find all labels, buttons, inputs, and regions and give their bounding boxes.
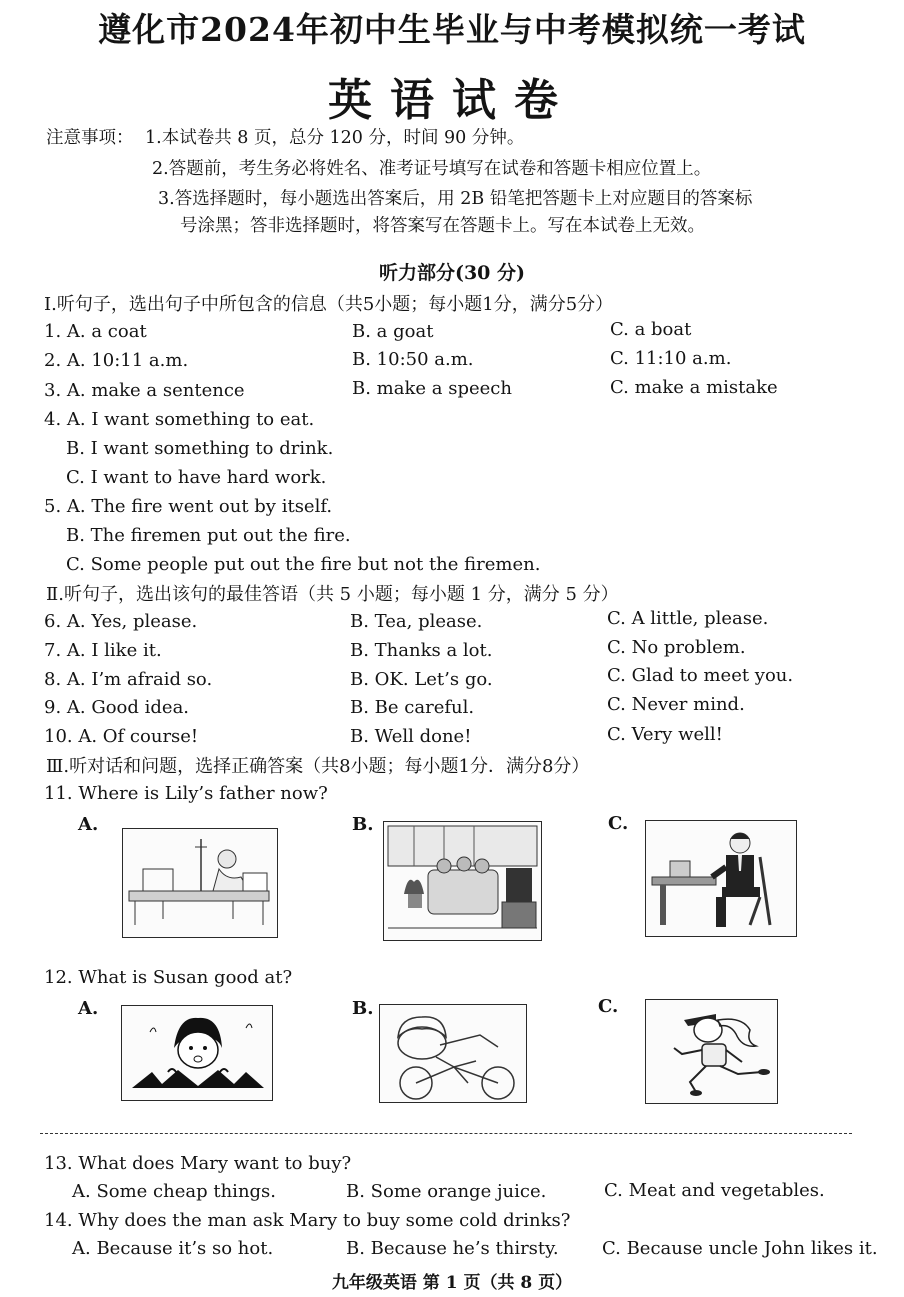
hospital-bed-icon (122, 828, 278, 938)
option-a: 3. A. make a sentence (44, 380, 245, 401)
option-b: B. make a speech (352, 378, 512, 399)
option-c: C. Meat and vegetables. (604, 1180, 825, 1201)
family-watching-tv-icon (383, 821, 542, 941)
page-footer: 九年级英语 第 1 页（共 8 页） (331, 1273, 573, 1293)
option-b: B. Thanks a lot. (350, 640, 493, 661)
option-c: C. No problem. (607, 637, 746, 658)
part-heading: Ⅰ.听句子，选出句子中所包含的信息（共5小题；每小题1分，满分5分） (44, 294, 614, 315)
man-at-desk-icon (645, 820, 797, 937)
option-b: B. Because he’s thirsty. (346, 1238, 559, 1259)
option-c: C. a boat (610, 319, 692, 340)
option-b: B. Some orange juice. (346, 1181, 547, 1202)
option-c: C. Never mind. (607, 694, 745, 715)
option-a: 7. A. I like it. (44, 640, 162, 661)
question-stem: 11. Where is Lily’s father now? (44, 783, 328, 804)
option-b: B. Tea, please. (350, 611, 483, 632)
option-a: A. Because it’s so hot. (72, 1238, 274, 1259)
question-stem: 13. What does Mary want to buy? (44, 1153, 352, 1174)
option-a: 4. A. I want something to eat. (44, 409, 315, 430)
option-b: B. a goat (352, 321, 434, 342)
option-a: 5. A. The fire went out by itself. (44, 496, 333, 517)
note-item: 1.本试卷共 8 页，总分 120 分，时间 90 分钟。 (145, 128, 525, 148)
option-c: C. I want to have hard work. (66, 467, 327, 488)
option-b: B. I want something to drink. (66, 438, 334, 459)
swimming-girl-icon (121, 1005, 273, 1101)
option-b: B. Well done! (350, 726, 472, 747)
option-b: B. 10:50 a.m. (352, 349, 474, 370)
option-c: C. Because uncle John likes it. (602, 1238, 878, 1259)
note-item: 3.答选择题时，每小题选出答案后，用 2B 铅笔把答题卡上对应题目的答案标 (158, 189, 753, 209)
part-heading: Ⅲ.听对话和问题，选择正确答案（共8小题；每小题1分．满分8分） (46, 756, 590, 777)
option-b: B. Be careful. (350, 697, 475, 718)
option-c: C. Some people put out the fire but not the firemen. (66, 554, 541, 575)
section-title: 听力部分(30 分) (378, 262, 526, 284)
option-a: A. Some cheap things. (72, 1181, 277, 1202)
option-b-label: B. (352, 998, 374, 1019)
option-c: C. 11:10 a.m. (610, 348, 732, 369)
exam-title: 遵化市2024年初中生毕业与中考模拟统一考试 (98, 10, 806, 49)
running-girl-icon (645, 999, 778, 1104)
option-c: C. Very well! (607, 724, 723, 745)
part-heading: Ⅱ.听句子，选出该句的最佳答语（共 5 小题；每小题 1 分，满分 5 分） (46, 584, 619, 605)
option-a: 6. A. Yes, please. (44, 611, 198, 632)
option-c-label: C. (598, 996, 619, 1017)
option-a: 1. A. a coat (44, 321, 147, 342)
divider (40, 1133, 852, 1134)
question-stem: 14. Why does the man ask Mary to buy some cold drinks? (44, 1210, 571, 1231)
option-a-label: A. (78, 998, 99, 1019)
option-b: B. The firemen put out the fire. (66, 525, 351, 546)
note-item: 号涂黑；答非选择题时，将答案写在答题卡上。写在本试卷上无效。 (180, 216, 705, 236)
option-c: C. A little, please. (607, 608, 769, 629)
option-c: C. make a mistake (610, 377, 778, 398)
note-item: 2.答题前，考生务必将姓名、准考证号填写在试卷和答题卡相应位置上。 (152, 159, 712, 179)
option-a: 2. A. 10:11 a.m. (44, 350, 189, 371)
option-a: 8. A. I’m afraid so. (44, 669, 213, 690)
option-b: B. OK. Let’s go. (350, 669, 493, 690)
option-a-label: A. (78, 814, 99, 835)
option-c-label: C. (608, 813, 629, 834)
option-c: C. Glad to meet you. (607, 665, 794, 686)
option-a: 9. A. Good idea. (44, 697, 190, 718)
exam-subtitle: 英语试卷 (328, 75, 576, 126)
option-b-label: B. (352, 814, 374, 835)
cycling-boy-icon (379, 1004, 527, 1103)
option-a: 10. A. Of course! (44, 726, 199, 747)
notes-label: 注意事项： (46, 128, 134, 148)
question-stem: 12. What is Susan good at? (44, 967, 293, 988)
